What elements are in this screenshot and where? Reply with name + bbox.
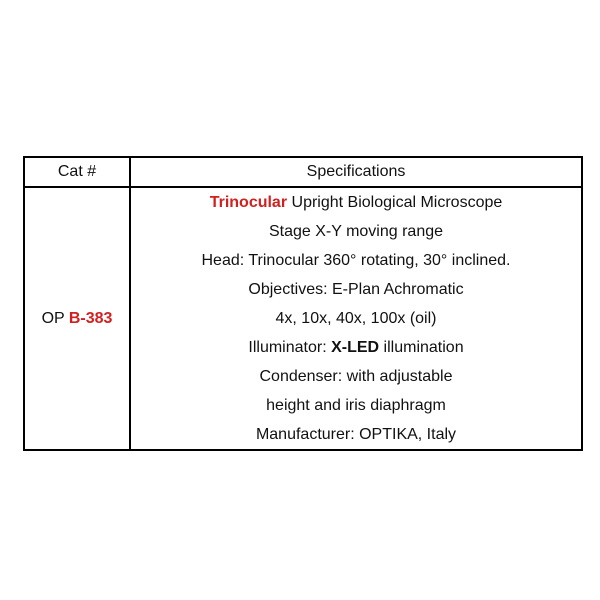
spec-line-magnifications: 4x, 10x, 40x, 100x (oil) [275, 310, 437, 327]
cat-number-cell [24, 187, 130, 450]
spec-line-stage: Stage X-Y moving range [268, 223, 444, 240]
spec-highlight-trinocular: Trinocular [209, 194, 288, 211]
spec-line-manufacturer: Manufacturer: OPTIKA, Italy [255, 426, 457, 443]
spec-line-illuminator [131, 333, 581, 362]
spec-line-title [131, 188, 581, 217]
cat-number-prefix: OP [41, 309, 65, 327]
spec-illuminator-rest: illumination [383, 339, 464, 356]
table-header-row [24, 157, 582, 187]
specifications-cell [130, 187, 582, 450]
table-row [24, 187, 582, 450]
cat-number-header: Cat # [24, 157, 130, 187]
specifications-header: Specifications [130, 157, 582, 187]
spec-illuminator-type: X-LED [331, 339, 380, 356]
cat-number-code: B-383 [68, 309, 113, 327]
spec-illuminator-label: Illuminator: [248, 339, 327, 356]
spec-line-condenser-detail: height and iris diaphragm [266, 397, 446, 414]
spec-line-objectives: Objectives: E-Plan Achromatic [248, 281, 464, 298]
spec-line-head: Head: Trinocular 360° rotating, 30° inclined. [201, 252, 511, 269]
specifications-table [23, 156, 583, 451]
spec-title-rest: Upright Biological Microscope [291, 194, 503, 211]
spec-line-condenser: Condenser: with adjustable [259, 368, 453, 385]
